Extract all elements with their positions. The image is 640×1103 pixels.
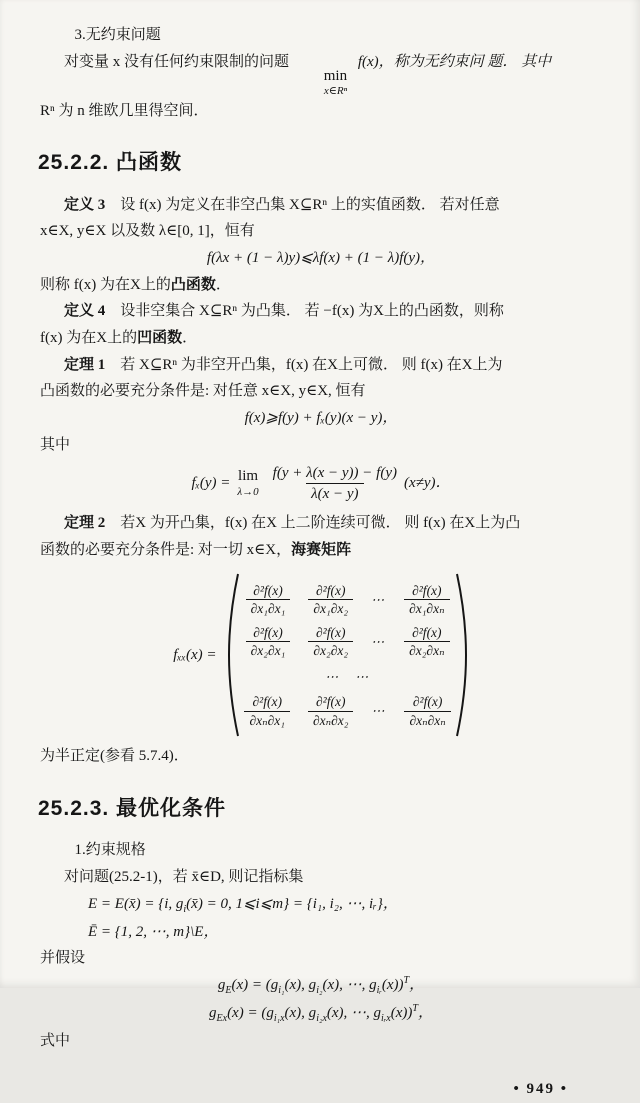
section-optimality-conditions bbox=[40, 790, 602, 1054]
entry-num: ∂²f(x) bbox=[252, 694, 282, 709]
entry-den: ∂xₙ∂x₁ bbox=[244, 711, 290, 730]
matrix-left-paren bbox=[226, 571, 240, 739]
entry-num: ∂²f(x) bbox=[412, 624, 442, 640]
hessian-matrix-equation bbox=[40, 571, 602, 739]
row-ellipsis: ⋯ bbox=[371, 634, 387, 650]
assume-label: 并假设 bbox=[40, 950, 86, 967]
hessian-entry bbox=[404, 693, 450, 729]
lim-condition: (x≠y)． bbox=[403, 474, 451, 491]
entry-num: ∂²f(x) bbox=[253, 582, 283, 598]
hessian-entry bbox=[246, 582, 291, 618]
section-convex-functions bbox=[40, 144, 602, 770]
hessian-row bbox=[244, 693, 450, 729]
gE-vector-equation: $g_E(x) = (g_{i_1}(x)$, $g_{i_2}(x)$, ⋯, $g_{iᵣ}(x))^T$， bbox=[217, 975, 425, 996]
entry-num: ∂²f(x) bbox=[315, 582, 346, 598]
section-unconstrained bbox=[40, 22, 602, 124]
lim-word: lim bbox=[238, 468, 259, 485]
fraction-numerator: f(y + λ(x − y)) − f(y) bbox=[272, 464, 397, 481]
row-ellipsis: ⋯ bbox=[371, 703, 387, 719]
page-number: • 949 • bbox=[513, 1081, 568, 1098]
among-which-label: 其中 bbox=[40, 436, 71, 453]
entry-num: ∂²f(x) bbox=[315, 624, 346, 640]
entry-den: ∂xₙ∂xₙ bbox=[404, 711, 450, 730]
hessian-lhs: fₓₓ(x) = bbox=[173, 647, 217, 664]
entry-num: ∂²f(x) bbox=[315, 694, 346, 709]
paragraph-line: Rⁿ 为 n 维欧几里得空间． bbox=[40, 102, 209, 119]
entry-den: ∂x₂∂x₁ bbox=[246, 641, 291, 660]
row-ellipsis: ⋯ bbox=[371, 592, 387, 608]
gEx-jacobian-equation: $g_{Ex}(x) = (g_{i_1x}(x)$, $g_{i_2x}(x)$, ⋯, $g_{iᵣx}(x))^T$， bbox=[209, 1002, 433, 1024]
lim-subscript: λ→0 bbox=[237, 485, 259, 498]
paragraph-line: 对问题(25.2-1)，若 x̄∈D, 则记指标集 bbox=[64, 869, 304, 886]
entry-den: ∂x₁∂xₙ bbox=[404, 599, 450, 618]
min-operator bbox=[300, 68, 347, 98]
hessian-row bbox=[244, 624, 450, 660]
definition-3-line: x∈X, y∈X 以及数 λ∈[0, 1]，恒有 bbox=[40, 223, 255, 240]
hessian-row bbox=[244, 582, 450, 618]
hessian-entry bbox=[246, 624, 291, 660]
section-heading: 25.2.2. 凸函数 bbox=[38, 151, 183, 175]
section-heading: 25.2.3. 最优化条件 bbox=[38, 797, 227, 821]
definition-3-line: 定义 3 设 f(x) 为定义在非空凸集 X⊆Rⁿ 上的实值函数． 若对任意 bbox=[64, 196, 500, 213]
min-subscript: x∈Rⁿ bbox=[323, 84, 348, 97]
directional-derivative-formula bbox=[40, 463, 602, 505]
entry-den: ∂x₂∂xₙ bbox=[404, 641, 450, 660]
theorem-1-line: 凸函数的必要充分条件是: 对任意 x∈X, y∈X, 恒有 bbox=[40, 383, 366, 400]
entry-den: ∂x₁∂x₂ bbox=[308, 599, 353, 618]
entry-den: ∂x₂∂x₂ bbox=[308, 641, 353, 660]
hessian-entry bbox=[404, 624, 450, 660]
entry-num: ∂²f(x) bbox=[253, 624, 283, 640]
lim-lhs: fₓ(y) = bbox=[191, 474, 231, 491]
hessian-entry bbox=[308, 624, 353, 660]
convexity-inequality: f(λx + (1 − λ)y)⩽λf(x) + (1 − λ)f(y)， bbox=[206, 250, 436, 267]
definition-4-line: f(x) 为在X上的凹函数． bbox=[40, 330, 198, 347]
definition-3-line: 则称 f(x) 为在X上的凸函数． bbox=[40, 276, 231, 293]
where-label: 式中 bbox=[40, 1032, 71, 1049]
theorem-2-line: 函数的必要充分条件是: 对一切 x∈X，海赛矩阵 bbox=[40, 541, 352, 558]
text-run: f(x)，称为无约束问 题． 其中 bbox=[357, 53, 552, 70]
matrix-middle-ellipsis: ⋯ ⋯ bbox=[325, 668, 371, 684]
paragraph-line bbox=[40, 49, 602, 98]
hessian-entry bbox=[308, 693, 354, 729]
theorem-2-line: 定理 2 若X 为开凸集，f(x) 在X 上二阶连续可微． 则 f(x) 在X上为凸 bbox=[64, 515, 521, 532]
hessian-entry bbox=[404, 582, 450, 618]
entry-den: ∂xₙ∂x₂ bbox=[308, 711, 354, 730]
min-word: min bbox=[323, 67, 348, 84]
hessian-entry bbox=[244, 693, 290, 729]
theorem-1-line: 定理 1 若 X⊆Rⁿ 为非空开凸集，f(x) 在X上可微． 则 f(x) 在X上为 bbox=[64, 356, 503, 373]
text-run: 对变量 x 没有任何约束限制的问题 bbox=[64, 53, 290, 70]
definition-4-line: 定义 4 设非空集合 X⊆Rⁿ 为凸集． 若 −f(x) 为X上的凸函数，则称 bbox=[64, 303, 504, 320]
entry-num: ∂²f(x) bbox=[412, 582, 442, 598]
fraction-denominator: λ(x − y) bbox=[306, 483, 363, 504]
hessian-entry bbox=[308, 582, 353, 618]
complement-set-equation: Ē = {1, 2, ⋯, m}\E， bbox=[88, 923, 219, 940]
subsection-title: 1.约束规格 bbox=[74, 842, 146, 859]
gradient-inequality: f(x)⩾f(y) + fₓ(y)(x − y)， bbox=[244, 410, 398, 427]
entry-num: ∂²f(x) bbox=[412, 694, 443, 709]
subsection-title: 3.无约束问题 bbox=[74, 27, 161, 43]
entry-den: ∂x₁∂x₁ bbox=[246, 599, 291, 618]
difference-quotient-fraction bbox=[273, 463, 397, 505]
psd-note-line: 为半正定(参看 5.7.4)． bbox=[40, 748, 189, 765]
index-set-equation: E = E(x̄) = {i, $g_i(x̄) = 0$, 1⩽i⩽m} = {i₁, i₂, ⋯, iᵣ}， bbox=[88, 895, 398, 915]
matrix-right-paren bbox=[455, 571, 469, 739]
hessian-grid bbox=[244, 579, 450, 732]
lim-operator bbox=[237, 468, 258, 498]
